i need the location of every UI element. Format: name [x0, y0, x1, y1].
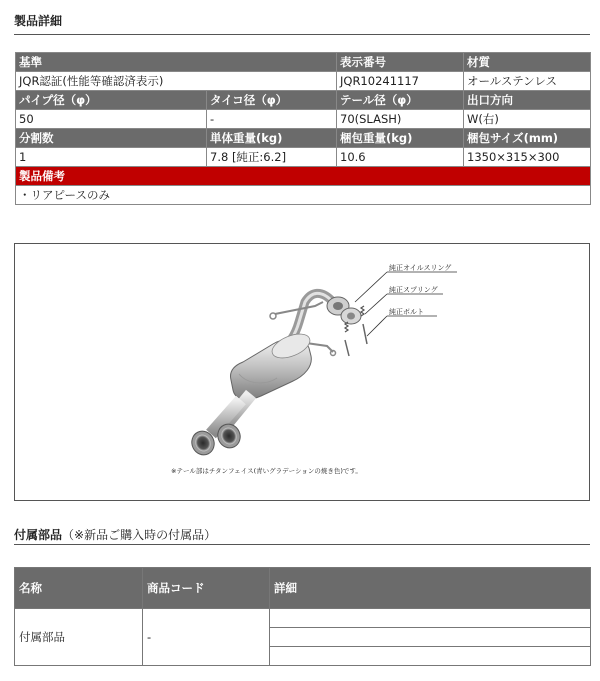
spec-value-row [16, 110, 591, 129]
spec-value-cell: 70(SLASH) [337, 110, 464, 129]
spec-value-cell: 50 [16, 110, 207, 129]
spec-header-cell: 梱包サイズ(mm) [464, 129, 591, 148]
accessory-detail [270, 647, 591, 666]
spec-value-cell: 7.8 [純正:6.2] [207, 148, 337, 167]
spec-header-cell: 材質 [464, 53, 591, 72]
spec-value-row [16, 72, 591, 91]
callout-leaders [355, 272, 457, 336]
accessories-row [15, 609, 591, 628]
accessories-title [14, 526, 216, 543]
accessory-code: - [143, 609, 270, 666]
remarks-header: 製品備考 [16, 167, 591, 186]
spec-header-cell: テール径（φ） [337, 91, 464, 110]
spec-header-cell: タイコ径（φ） [207, 91, 337, 110]
accessory-detail [270, 609, 591, 628]
accessories-header-row [15, 568, 591, 609]
callout-oil-ring: 純正オイルスリング [389, 264, 452, 272]
remarks-value: ・リアピースのみ [16, 186, 591, 205]
spec-value-cell: JQR10241117 [337, 72, 464, 91]
accessories-table [14, 567, 591, 666]
spec-value-cell: オールステンレス [464, 72, 591, 91]
spec-header-cell: 分割数 [16, 129, 207, 148]
header-name: 名称 [15, 568, 143, 609]
accessory-name: 付属部品 [15, 609, 143, 666]
section-divider [14, 544, 590, 545]
spec-header-cell: 基準 [16, 53, 337, 72]
spec-header-cell: 単体重量(kg) [207, 129, 337, 148]
header-details: 詳細 [270, 568, 591, 609]
spec-value-cell: - [207, 110, 337, 129]
spec-value-cell: 10.6 [337, 148, 464, 167]
bolts [345, 324, 367, 356]
muffler-body [231, 329, 314, 399]
spec-value-cell: W(右) [464, 110, 591, 129]
spec-value-cell: JQR認証(性能等確認済表示) [16, 72, 337, 91]
remarks-value-row [16, 186, 591, 205]
spec-header-cell: 出口方向 [464, 91, 591, 110]
product-spec-table [15, 52, 591, 205]
remarks-header-row [16, 167, 591, 186]
callout-bolt: 純正ボルト [389, 308, 424, 316]
muffler-illustration [15, 244, 589, 500]
accessory-detail [270, 628, 591, 647]
header-code: 商品コード [143, 568, 270, 609]
accessories-subtitle: （※新品ご購入時の付属品） [62, 528, 217, 542]
section-divider [14, 34, 590, 35]
spec-header-row [16, 129, 591, 148]
spec-value-row [16, 148, 591, 167]
diagram-note: ※テール部はチタンフェイス(青いグラデーションの焼き色)です。 [171, 467, 362, 475]
spec-value-cell: 1350×315×300 [464, 148, 591, 167]
spec-header-row [16, 91, 591, 110]
spec-header-cell: 梱包重量(kg) [337, 129, 464, 148]
product-details-title: 製品詳細 [14, 14, 63, 28]
spec-value-cell: 1 [16, 148, 207, 167]
spec-header-cell: 表示番号 [337, 53, 464, 72]
spec-header-cell: パイプ径（φ） [16, 91, 207, 110]
callout-spring: 純正スプリング [389, 286, 438, 294]
accessories-title-main: 付属部品 [14, 528, 63, 542]
spec-header-row [16, 53, 591, 72]
product-diagram [14, 243, 590, 501]
